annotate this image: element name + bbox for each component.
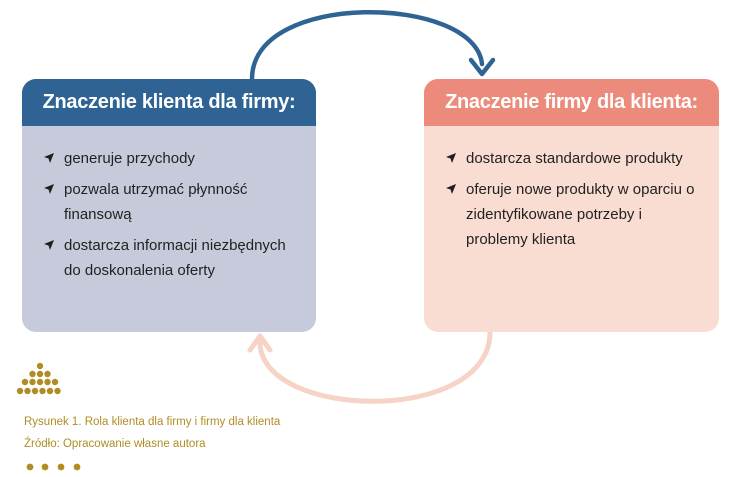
navigation-arrow-icon	[44, 153, 54, 163]
list-item-text: pozwala utrzymać płynność finansową	[64, 181, 248, 223]
list-item-text: dostarcza standardowe produkty	[466, 150, 683, 167]
dot-pyramid-icon	[16, 362, 64, 400]
list-item	[44, 146, 300, 171]
top-curved-arrow	[252, 12, 493, 79]
list-item-text: dostarcza informacji niezbędnych do doskonalenia oferty	[64, 237, 286, 279]
navigation-arrow-icon	[44, 240, 54, 250]
list-item-text: oferuje nowe produkty w oparciu o zidentyfikowane potrzeby i problemy klienta	[466, 181, 695, 248]
list-item-text: generuje przychody	[64, 150, 195, 167]
figure-caption: Rysunek 1. Rola klienta dla firmy i firmy dla klienta	[24, 416, 281, 428]
navigation-arrow-icon	[446, 184, 456, 194]
bottom-curved-arrow	[250, 332, 490, 401]
company-value-card	[424, 79, 719, 332]
list-item	[446, 146, 703, 171]
client-value-title: Znaczenie klienta dla firmy:	[22, 79, 316, 126]
navigation-arrow-icon	[44, 184, 54, 194]
client-value-card	[22, 79, 316, 332]
client-value-list	[22, 126, 316, 283]
list-item	[446, 177, 703, 252]
company-value-list	[424, 126, 719, 252]
dot-row-icon	[26, 462, 86, 472]
navigation-arrow-icon	[446, 153, 456, 163]
list-item	[44, 233, 300, 283]
list-item	[44, 177, 300, 227]
company-value-title: Znaczenie firmy dla klienta:	[424, 79, 719, 126]
source-caption: Źródło: Opracowanie własne autora	[24, 438, 206, 450]
